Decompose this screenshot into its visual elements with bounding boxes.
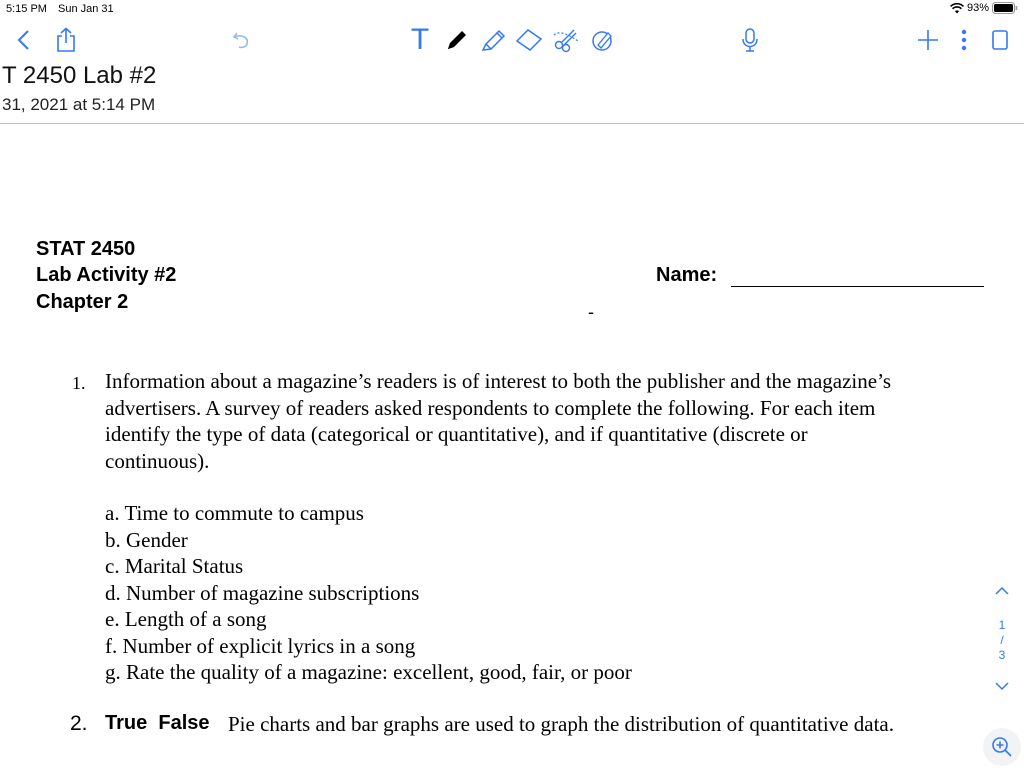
text-tool-glyph: T [410,23,430,56]
note-title[interactable]: T 2450 Lab #2 [2,62,157,89]
true-false-options: True False [105,712,210,734]
question-1-number: 1. [72,373,86,393]
list-item: f. Number of explicit lyrics in a song [105,633,416,658]
lab-title: Lab Activity #2 [36,264,177,286]
list-item: e. Length of a song [105,607,267,631]
list-item: c. Marital Status [105,554,244,578]
back-chevron-icon[interactable] [10,26,38,54]
question-1-line: advertisers. A survey of readers asked respondents to complete the following. For each item [105,395,876,420]
status-time: 5:15 PM [6,3,47,15]
highlighter-icon[interactable] [479,26,507,54]
note-date: 31, 2021 at 5:14 PM [2,95,156,114]
pages-icon[interactable] [986,26,1014,54]
header-divider [0,123,1024,124]
question-1-items [105,500,632,686]
question-2-text: Pie charts and bar graphs are used to graph the distribution of quantitative data. [228,712,894,736]
lasso-scissors-icon[interactable] [552,26,580,54]
dash-mark: - [588,302,594,322]
zoom-button[interactable] [983,728,1021,766]
shapes-tool-icon[interactable] [588,26,616,54]
question-2-number: 2. [70,712,88,735]
question-1-line: continuous). [105,448,210,473]
toolbar [0,20,1024,60]
undo-icon[interactable] [228,26,256,54]
page-down-icon[interactable] [990,680,1014,694]
status-right [950,2,1018,14]
page-separator: / [1000,633,1004,647]
name-underline[interactable] [731,286,984,287]
question-1-line: Information about a magazine’s readers is of interest to both the publisher and the magazine’s [105,369,892,393]
question-1-text [105,368,985,474]
question-1-line: identify the type of data (categorical or quantitative), and if quantitative (discrete or [105,422,808,446]
name-label: Name: [656,264,718,286]
chapter-label: Chapter 2 [36,291,129,313]
list-item: g. Rate the quality of a magazine: excellent, good, fair, or poor [105,660,632,684]
microphone-icon[interactable] [736,26,764,54]
list-item: b. Gender [105,527,188,552]
status-bar [0,0,1024,20]
pen-icon[interactable] [443,26,471,54]
text-tool-icon[interactable] [406,23,434,56]
more-icon[interactable] [950,26,978,54]
wifi-icon [950,3,964,14]
battery-percent: 93% [966,2,989,14]
eraser-icon[interactable] [515,26,543,54]
status-date: Sun Jan 31 [58,3,114,15]
total-pages: 3 [998,648,1006,662]
share-icon[interactable] [52,26,80,54]
plus-icon[interactable] [914,26,942,54]
course-code: STAT 2450 [36,238,136,260]
current-page: 1 [998,618,1006,632]
battery-icon [992,2,1018,14]
list-item: d. Number of magazine subscriptions [105,580,420,605]
page-up-icon[interactable] [990,585,1014,599]
zoom-in-icon [991,736,1013,758]
list-item: a. Time to commute to campus [105,501,364,525]
